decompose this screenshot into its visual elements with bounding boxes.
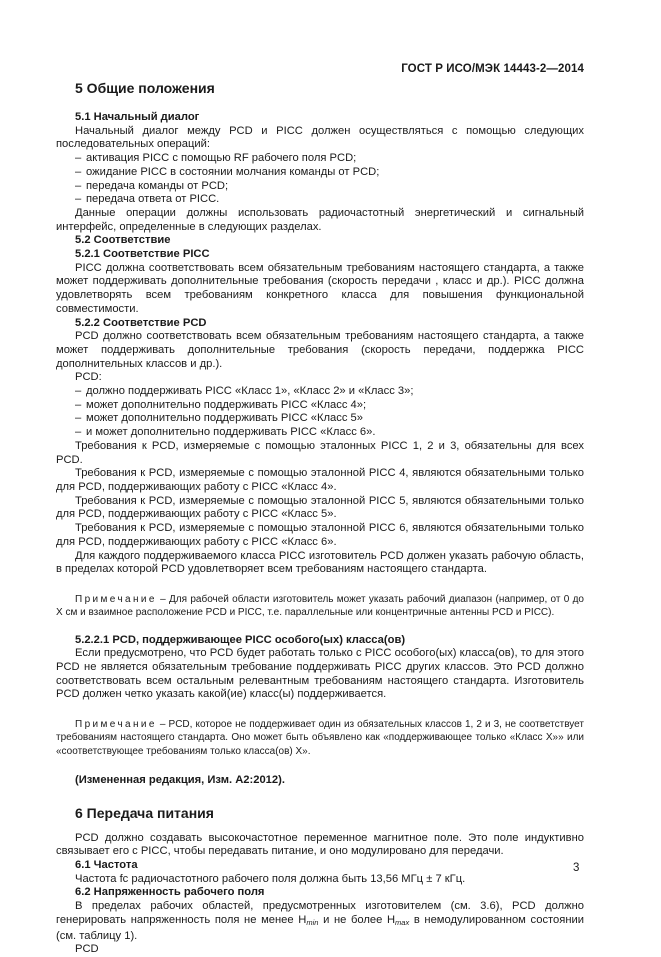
section-5-2-2-paragraph-1: PCD должно соответствовать всем обязательным требованиям настоящего стандарта, а также может поддерживать дополнительные требования (скорость передачи, поддержка PICC дополнительных классов и др.). [56,330,584,370]
page-number: 3 [573,862,580,874]
section-5-2-title: 5.2 Соответствие [75,234,171,247]
section-5-1-title: 5.1 Начальный диалог [75,111,200,123]
section-5-2-2-paragraph-3: Требования к PCD, измеряемые с помощью эталонных PICC 1, 2 и 3, обязательны для всех PCD. [56,439,584,466]
section-5-1-paragraph-2: Данные операции должны использовать радиочастотный энергетический и сигнальный интерфейс, определенные в следующих разделах. [56,206,584,233]
section-5-2-2-paragraph-4: Требования к PCD, измеряемые с помощью эталонной PICC 4, являются обязательными только для PCD, поддерживающих работу с PICC «Класс 4». [56,467,584,493]
section-5-2-1-title: 5.2.1 Соответствие PICC [75,248,210,261]
section-5-2-2-title: 5.2.2 Соответствие PCD [75,316,207,329]
list-item: – должно поддерживать PICC «Класс 1», «Класс 2» и «Класс 3»; [75,385,414,398]
document-header-code: ГОСТ Р ИСО/МЭК 14443-2—2014 [401,63,584,75]
section-5-2-2-paragraph-6: Требования к PCD, измеряемые с помощью эталонной PICC 6, являются обязательными только для PCD, поддерживающих работу с PICC «Класс 6». [56,522,584,548]
section-5-1-paragraph-1: Начальный диалог между PCD и PICC должен осуществляться с помощью следующих последовательных операций: [56,124,584,151]
section-5-2-2-paragraph-7: Для каждого поддерживаемого класса PICC изготовитель PCD должен указать рабочую область, в пределах которой PCD удовлетворяет всем требованиям настоящего стандарта. [56,549,584,576]
section-5-2-2-1-paragraph: Если предусмотрено, что PCD будет работать только с PICC особого(ых) класса(ов), то для этого PCD не является обязательным требование поддерживать PICC других классов. Это PCD должно соответствовать всем остальным релевантным требованиям настоящего стандарта. Изготовитель PCD должен четко указать какой(ие) класс(ы) поддерживается. [56,647,584,701]
section-6-2-title: 6.2 Напряженность рабочего поля [75,886,265,899]
section-6-2-paragraph-2: PCD [75,943,99,956]
section-6-paragraph-1: PCD должно создавать высокочастотное переменное магнитное поле. Это поле индуктивно связывает его с PICC, чтобы передавать питание, и оно модулировано для передачи. [56,831,584,858]
section-6-2-paragraph-1: В пределах рабочих областей, предусмотренных изготовителем (см. 3.6), PCD должно генерировать напряженность поля не менее $H_{min}$ и не более $H_{max}$ в немодулированном состоянии (см. таблицу 1). [56,900,584,942]
list-item: – передача ответа от PICC. [75,193,220,206]
section-6-1-paragraph: Частота fc радиочастотного рабочего поля должна быть 13,56 МГц ± 7 кГц. [75,872,466,885]
section-5-2-2-paragraph-5: Требования к PCD, измеряемые с помощью эталонной PICC 5, являются обязательными только для PCD, поддерживающих работу с PICC «Класс 5». [56,494,584,521]
list-item: – и может дополнительно поддерживать PICC «Класс 6». [75,426,376,439]
document-body [56,79,584,957]
note-label: Примечание [75,719,157,731]
section-6-1-title: 6.1 Частота [75,859,138,872]
section-6-title: 6 Передача питания [75,804,214,821]
note-1: Примечание – Для рабочей области изготовитель может указать рабочий диапазон (например, от 0 до X см и взаимное расположение PCD и PICC, т.е. параллельные или концентричные антенны PCD и PICC). [56,593,584,619]
list-item: – может дополнительно поддерживать PICC «Класс 5» [75,412,363,425]
amendment-note: (Измененная редакция, Изм. A2:2012). [75,773,285,786]
list-item: – может дополнительно поддерживать PICC «Класс 4»; [75,398,367,411]
section-5-2-2-paragraph-2: PCD: [75,371,102,384]
section-5-title: 5 Общие положения [75,80,215,96]
note-2: Примечание – PCD, которое не поддерживает один из обязательных классов 1, 2 и 3, не соответствует требованиям настоящего стандарта. Оно может быть объявлено как «поддерживающее только «Класс X»» или «соответствующее требованиям только класса(ов) X». [56,719,584,757]
list-item: – активация PICC с помощью RF рабочего поля PCD; [75,152,357,165]
list-item: – ожидание PICC в состоянии молчания команды от PCD; [75,165,380,178]
section-5-2-2-1-title: 5.2.2.1 PCD, поддерживающее PICC особого(ых) класса(ов) [75,633,406,646]
note-label: Примечание [75,593,157,605]
section-5-2-1-paragraph: PICC должна соответствовать всем обязательным требованиям настоящего стандарта, а также может поддерживать дополнительные требования (скорость передачи , класс и др.). PICC должна удовлетворять всем требованиям конкретного класса для повышения функциональной совместимости. [56,261,584,315]
list-item: – передача команды от PCD; [75,179,229,192]
